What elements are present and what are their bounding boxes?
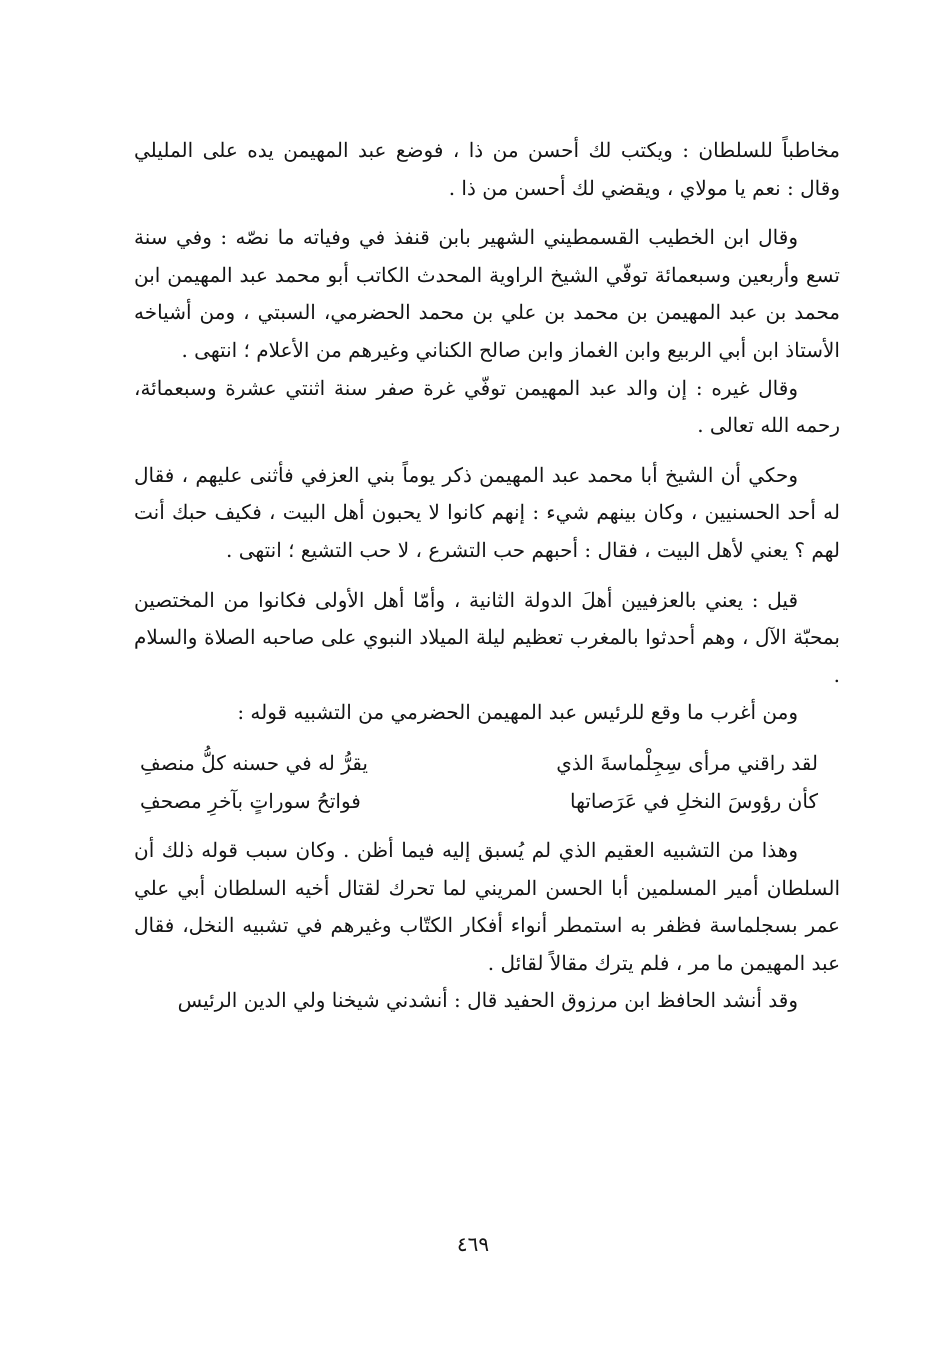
verse-1-second-hemistich: يقرُّ له في حسنه كلُّ منصفِ <box>140 750 368 775</box>
page-number: ٤٦٩ <box>456 1232 490 1256</box>
paragraph-4: وحكي أن الشيخ أبا محمد عبد المهيمن ذكر يوماً بني العزفي فأثنى عليهم ، فقال له أحد الحسنيين ، وكان بينهم شيء : إنهم كانوا لا يحبون أهل البيت ، فكيف حبك أنت لهم ؟ يعني لأهل البيت ، فقال : أحبهم حب التشرع ، لا حب التشيع ؛ انتهى . <box>134 462 840 562</box>
paragraph-1: مخاطباً للسلطان : ويكتب لك أحسن من ذا ، فوضع عبد المهيمن يده على المليلي وقال : نعم يا مولاي ، ويقضي لك أحسن من ذا . <box>134 138 840 200</box>
verse-2-first-hemistich: كأن رؤوسَ النخلِ في عَرَصاتها <box>569 788 818 813</box>
paragraph-2: وقال ابن الخطيب القسمطيني الشهير بابن قنفذ في وفياته ما نصّه : وفي سنة تسع وأربعين وسبعمائة توفّي الشيخ الراوية المحدث الكاتب أبو محمد عبد المهيمن ابن محمد بن عبد المهيمن بن محمد بن علي بن محمد الحضرمي، السبتي ، ومن أشياخه الأستاذ ابن أبي الربيع وابن الغماز وابن صالح الكناني وغيرهم من الأعلام ؛ انتهى . <box>134 225 840 362</box>
paragraph-8: وقد أنشد الحافظ ابن مرزوق الحفيد قال : أنشدني شيخنا ولي الدين الرئيس <box>177 988 798 1013</box>
paragraph-3: وقال غيره : إن والد عبد المهيمن توفّي غرة صفر سنة اثنتي عشرة وسبعمائة، رحمه الله تعالى . <box>134 375 840 438</box>
verse-2-second-hemistich: فواتحُ سوراتٍ بآخرِ مصحفِ <box>140 788 361 813</box>
poem-verse-2 <box>134 782 840 820</box>
verse-1-first-hemistich: لقد راقني مرأى سِجِلْماسةَ الذي <box>556 750 818 775</box>
page-body-text <box>134 132 840 1020</box>
poem-verse-1 <box>134 744 840 782</box>
poem <box>134 744 840 820</box>
paragraph-7: وهذا من التشبيه العقيم الذي لم يُسبق إليه فيما أظن . وكان سبب قوله ذلك أن السلطان أمير المسلمين أبا الحسن المريني لما تحرك لقتال أخيه السلطان أبي علي عمر بسجلماسة فظفر به استمطر أنواء أفكار الكتّاب وغيرهم في تشبيه النخل، فقال عبد المهيمن ما مر ، فلم يترك مقالاً لقائل . <box>134 837 840 975</box>
paragraph-6: ومن أغرب ما وقع للرئيس عبد المهيمن الحضرمي من التشبيه قوله : <box>237 700 798 725</box>
paragraph-5: قيل : يعني بالعزفيين أهلَ الدولة الثانية ، وأمّا أهل الأولى فكانوا من المختصين بمحبّة الآل ، وهم أحدثوا بالمغرب تعظيم ليلة الميلاد النبوي على صاحبه الصلاة والسلام . <box>134 587 840 687</box>
